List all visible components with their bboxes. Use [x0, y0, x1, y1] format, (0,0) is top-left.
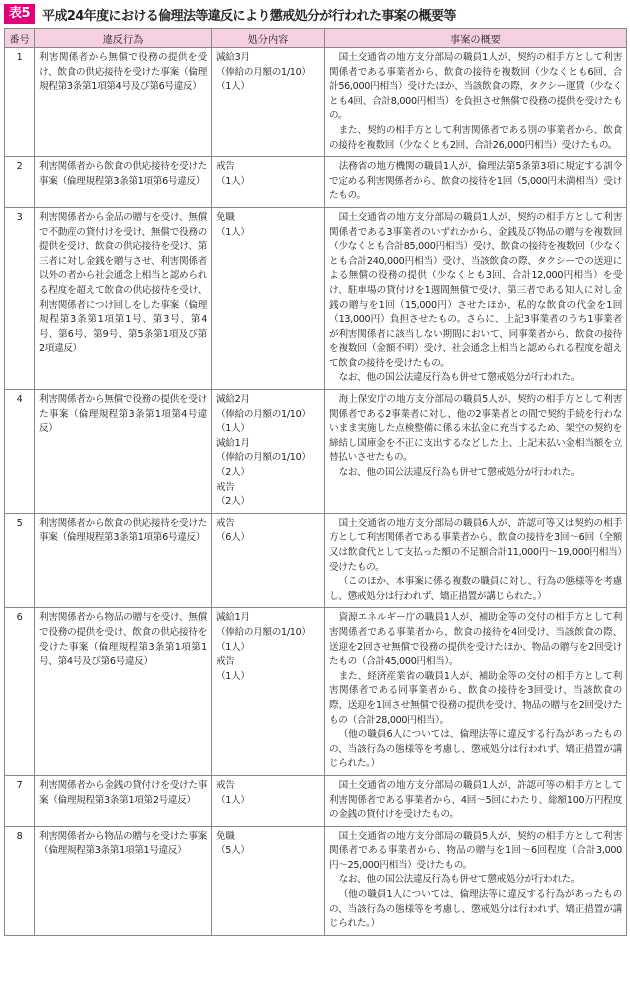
header-disposition: 処分内容 [212, 29, 325, 48]
header-summary: 事案の概要 [325, 29, 627, 48]
summary-paragraph: また、契約の相手方として利害関係者である別の事業者から、飲食の接待を複数回（少なくとも2回、合計26,000円相当）受けたもの。 [329, 124, 622, 151]
summary-cell [325, 48, 627, 157]
disposition-cell [212, 775, 325, 826]
table-header-row [5, 29, 627, 48]
disposition-text: 減給1月 （俸給の月額の1/10） （1人） 戒告 （1人） [216, 612, 311, 682]
violation-text: 利害関係者から無償で役務の提供を受け、飲食の供応接待を受けた事案（倫理規程第3条第1項第4号及び第6号違反） [39, 52, 207, 93]
summary-paragraph: （他の職員1人については、倫理法等に違反する行為があったものの、当該行為の態様等を考慮し、懲戒処分は行われず、矯正措置が講じられた。） [329, 889, 622, 930]
row-number: 5 [5, 513, 35, 608]
disposition-text: 戒告 （1人） [216, 779, 250, 806]
summary-paragraph: なお、他の国公法違反行為も併せて懲戒処分が行われた。 [338, 467, 581, 479]
summary-paragraph: 資源エネルギー庁の職員1人が、補助金等の交付の相手方として利害関係者である事業者から、飲食の接待を4回受け、当該飲食の際、送迎を2回させ無償で役務の提供を受けたほか、物品の贈与を2回受けたもの（合計45,000円相当）。 [329, 612, 622, 668]
disposition-cell [212, 826, 325, 935]
row-number: 7 [5, 775, 35, 826]
row-number: 8 [5, 826, 35, 935]
violation-cell [35, 775, 212, 826]
summary-paragraph: 国土交通省の地方支分部局の職員1人が、契約の相手方として利害関係者である事業者から、飲食の接待を複数回（少なくとも6回、合計56,000円相当）受けたほか、当該飲食の際、タクシー運賃（少なくとも4回、合計8,000円相当）を負担させ無償で役務の提供を受けたもの。 [329, 52, 622, 122]
disposition-cell [212, 48, 325, 157]
summary-cell [325, 157, 627, 208]
summary-cell [325, 775, 627, 826]
disposition-cell [212, 390, 325, 514]
disposition-cell [212, 207, 325, 389]
summary-paragraph: （このほか、本事案に係る複数の職員に対し、行為の態様等を考慮し、懲戒処分は行われず、矯正措置が講じられた。） [329, 576, 622, 602]
header-number: 番号 [5, 29, 35, 48]
row-number: 2 [5, 157, 35, 208]
summary-cell [325, 390, 627, 514]
table-row [5, 513, 627, 608]
violation-cell [35, 48, 212, 157]
summary-paragraph: 国土交通省の地方支分部局の職員6人が、許認可等又は契約の相手方として利害関係者である事業者から、飲食の接待を3回〜6回（全額又は飲食代として支払った額の不足額合計11,000円〜19,000円相当）受けたもの。 [329, 517, 622, 573]
disposition-text: 免職 （1人） [216, 211, 250, 238]
summary-paragraph: （他の職員6人については、倫理法等に違反する行為があったものの、当該行為の態様等を考慮し、懲戒処分は行われず、矯正措置が講じられた。） [329, 729, 622, 770]
row-number: 3 [5, 207, 35, 389]
table-row [5, 775, 627, 826]
disposition-text: 戒告 （6人） [216, 517, 250, 544]
row-number: 6 [5, 608, 35, 776]
summary-cell [325, 207, 627, 389]
summary-cell [325, 608, 627, 776]
summary-paragraph: 国土交通省の地方支分部局の職員1人が、許認可等の相手方として利害関係者である事業者から、4回〜5回にわたり、総額100万円程度の金銭の貸付けを受けたもの。 [329, 779, 622, 821]
violation-text: 利害関係者から金銭の貸付けを受けた事案（倫理規程第3条第1項第2号違反） [39, 779, 207, 806]
disposition-text: 戒告 （1人） [216, 161, 250, 187]
summary-cell [325, 513, 627, 608]
table-row [5, 157, 627, 208]
row-number: 4 [5, 390, 35, 514]
summary-paragraph: 国土交通省の地方支分部局の職員1人が、契約の相手方として利害関係者である3事業者のいずれかから、金銭及び物品の贈与を複数回（少なくとも合計85,000円相当）受け、飲食の接待を複数回（少なくとも合計240,000円相当）受け、当該飲食の際、タクシーでの送迎による無償の役務の提供（少なくとも3回、合計12,000円相当）を受け、駐車場の貸付けを1週間無償で受け、第三者である知人に対し金銭の贈与を1回（15,000円）させたほか、私的な飲食の代金を1回（13,000円）負担させたもの。さらに、上記3事業者のうち1事業者が利害関係者に該当しない期間において、同事業者から、飲食の接待を複数回（金額不明）受け、社会通念上相当と認められる程度を超えて飲食の接待を受けたもの。 [329, 211, 622, 369]
disposition-cell [212, 513, 325, 608]
disposition-text: 減給3月 （俸給の月額の1/10） （1人） [216, 52, 311, 93]
violation-text: 利害関係者から飲食の供応接待を受けた事案（倫理規程第3条第1項第6号違反） [39, 161, 207, 187]
summary-paragraph: また、経済産業省の職員1人が、補助金等の交付の相手方として利害関係者である同事業者から、飲食の接待を3回受け、当該飲食の際、送迎を1回させ無償で役務の提供を受け、物品の贈与を2回受けたもの（合計28,000円相当）。 [329, 670, 622, 726]
violation-cell [35, 513, 212, 608]
table-title-bar [4, 3, 626, 25]
summary-cell [325, 826, 627, 935]
table-number-badge: 表5 [4, 4, 35, 24]
summary-paragraph: 法務省の地方機関の職員1人が、倫理法第5条第3項に規定する訓令で定める利害関係者から、飲食の接待を1回（5,000円未満相当）受けたもの。 [329, 161, 622, 202]
violation-text: 利害関係者から物品の贈与を受け、無償で役務の提供を受け、飲食の供応接待を受けた事案（倫理規程第3条第1項第1号、第4号及び第6号違反） [39, 612, 207, 668]
summary-paragraph: なお、他の国公法違反行為も併せて懲戒処分が行われた。 [338, 372, 581, 384]
violation-cell [35, 608, 212, 776]
disposition-cell [212, 157, 325, 208]
violation-cell [35, 207, 212, 389]
table-row [5, 207, 627, 389]
violations-table [4, 28, 627, 936]
table-row [5, 608, 627, 776]
violation-text: 利害関係者から金品の贈与を受け、無償で不動産の貸付けを受け、無償で役務の提供を受け、飲食の供応接待を受け、第三者に対し金銭を贈与させ、利害関係者以外の者から社会通念上相当と認められる程度を超えて飲食の供応接待を受け、利害関係者につけ回しをした事案（倫理規程第3条第1項第1号、第3号、第4号、第6号、第9号、第5条第1項及び第2項違反） [39, 211, 207, 355]
header-violation: 違反行為 [35, 29, 212, 48]
disposition-text: 減給2月 （俸給の月額の1/10） （1人） 減給1月 （俸給の月額の1/10） （2人） 戒告 （2人） [216, 394, 311, 508]
table-row [5, 390, 627, 514]
table-row [5, 48, 627, 157]
disposition-text: 免職 （5人） [216, 830, 250, 857]
row-number: 1 [5, 48, 35, 157]
violation-text: 利害関係者から無償で役務の提供を受けた事案（倫理規程第3条第1項第4号違反） [39, 394, 207, 435]
disposition-cell [212, 608, 325, 776]
violation-cell [35, 390, 212, 514]
violation-text: 利害関係者から飲食の供応接待を受けた事案（倫理規程第3条第1項第6号違反） [39, 517, 207, 544]
violation-cell [35, 157, 212, 208]
violation-cell [35, 826, 212, 935]
violation-text: 利害関係者から物品の贈与を受けた事案（倫理規程第3条第1項第1号違反） [39, 830, 207, 857]
summary-paragraph: なお、他の国公法違反行為も併せて懲戒処分が行われた。 [338, 874, 581, 886]
table-title: 平成24年度における倫理法等違反により懲戒処分が行われた事案の概要等 [42, 8, 456, 24]
table-row [5, 826, 627, 935]
summary-paragraph: 国土交通省の地方支分部局の職員5人が、契約の相手方として利害関係者である事業者から、物品の贈与を1回〜6回程度（合計3,000円〜25,000円相当）受けたもの。 [329, 830, 622, 871]
summary-paragraph: 海上保安庁の地方支分部局の職員5人が、契約の相手方として利害関係者である2事業者に対し、他の2事業者との間で契約手続を行わないまま実施した点検整備に係る未払金に充当するため、架空の契約を締結し国庫金を不正に支出するなどした上、上記未払い金相当額を立替払いさせたもの。 [329, 394, 622, 464]
table-body [5, 48, 627, 936]
